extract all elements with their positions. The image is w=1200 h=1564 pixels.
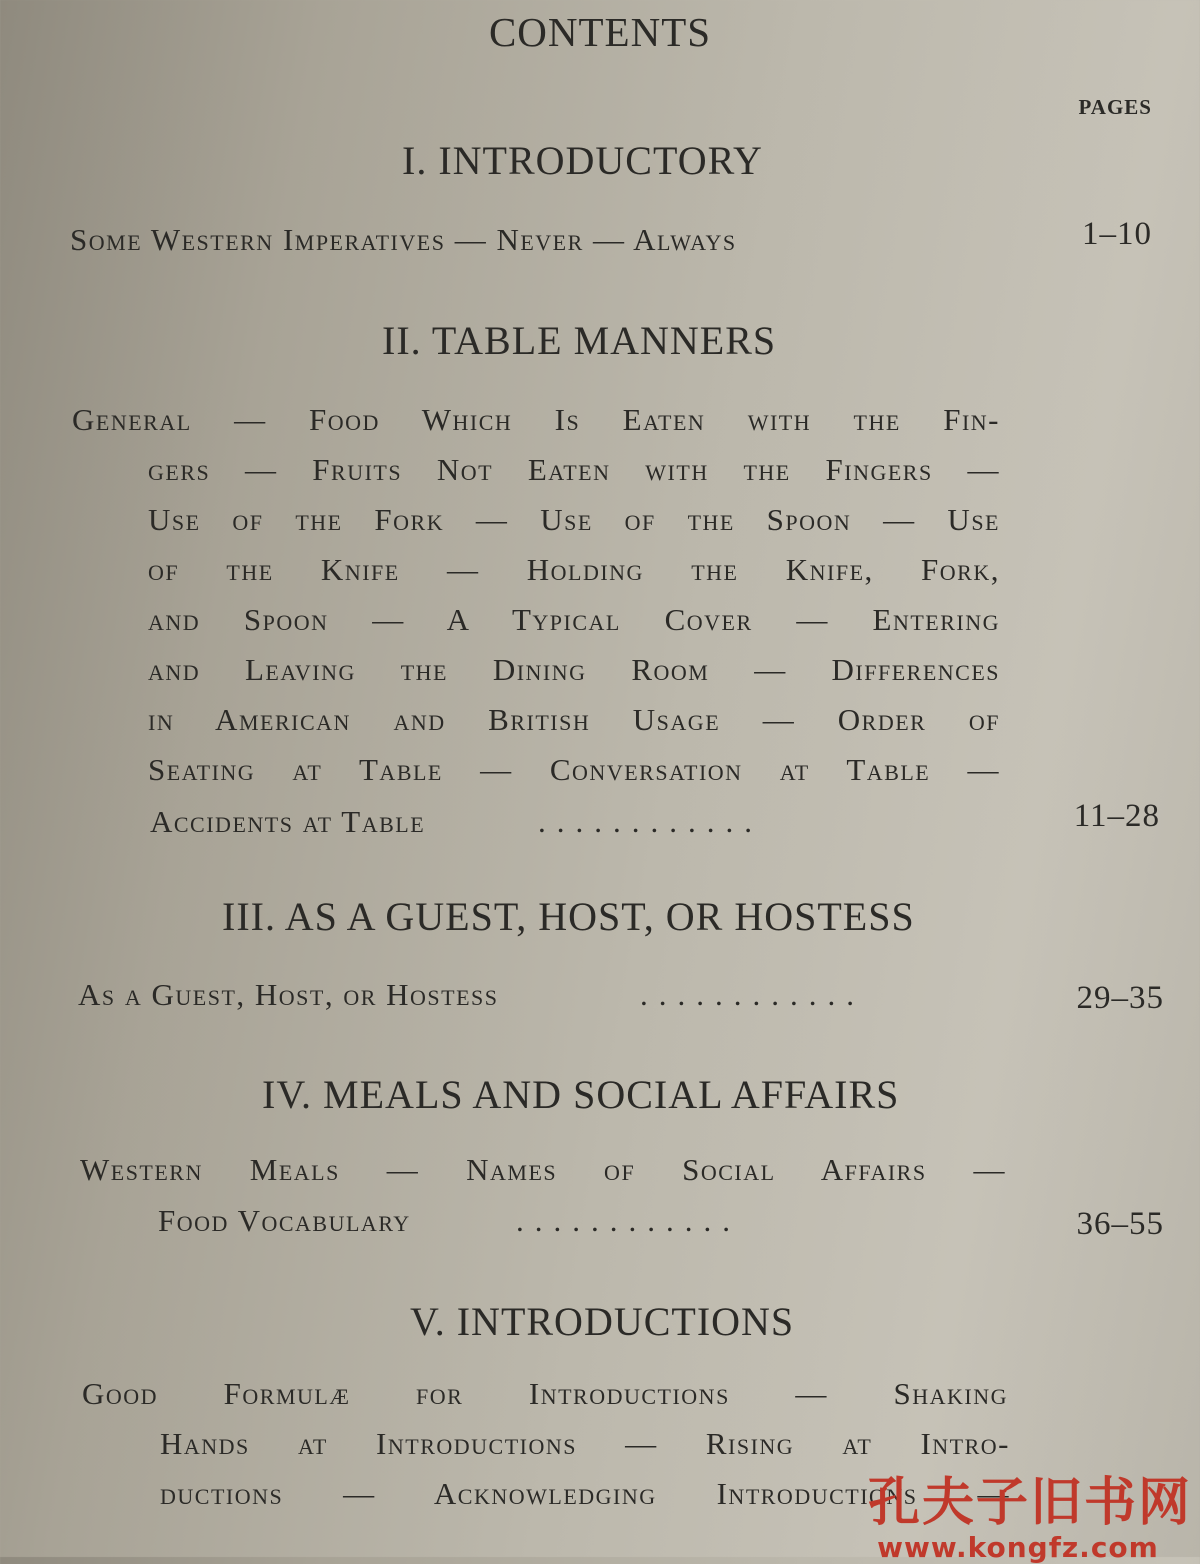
toc-entry-line: General — Food Which Is Eaten with the Fin-	[72, 402, 1000, 437]
chapter-heading-1: I. INTRODUCTORY	[402, 138, 763, 183]
chapter-heading-4: IV. MEALS AND SOCIAL AFFAIRS	[262, 1072, 900, 1117]
chapter-heading-2: II. TABLE MANNERS	[382, 318, 777, 363]
toc-entry-line: Good Formulæ for Introductions — Shaking	[82, 1376, 1008, 1411]
page-range: 1–10	[1082, 216, 1152, 252]
toc-entry-line: Some Western Imperatives — Never — Always	[70, 222, 737, 257]
dot-leader: ............	[538, 804, 763, 839]
page-range: 29–35	[1076, 980, 1164, 1016]
page-title: CONTENTS	[488, 9, 712, 55]
toc-entry-line: of the Knife — Holding the Knife, Fork,	[148, 552, 1000, 587]
toc-entry-line: Hands at Introductions — Rising at Intro-	[160, 1426, 1010, 1461]
page-range: 36–55	[1076, 1206, 1164, 1242]
page-range: 11–28	[1073, 798, 1160, 834]
pages-column-label: PAGES	[1078, 95, 1152, 119]
dot-leader: ............	[516, 1203, 741, 1238]
toc-entry-line: Accidents at Table	[150, 804, 426, 839]
toc-entry-line: Seating at Table — Conversation at Table —	[148, 752, 1000, 787]
toc-entry-line: Food Vocabulary	[158, 1203, 411, 1238]
watermark	[868, 1473, 1193, 1564]
toc-entry-line: Western Meals — Names of Social Affairs —	[80, 1152, 1006, 1187]
toc-entry-line: As a Guest, Host, or Hostess	[78, 977, 499, 1012]
chapter-heading-5: V. INTRODUCTIONS	[410, 1299, 795, 1344]
toc-entry-line: gers — Fruits Not Eaten with the Fingers —	[148, 452, 1000, 487]
toc-entry-line: and Spoon — A Typical Cover — Entering	[148, 602, 1000, 637]
watermark-logo: 孔夫子旧书网	[868, 1473, 1193, 1533]
watermark-url: www.kongfz.com	[877, 1531, 1159, 1564]
toc-entry-line: in American and British Usage — Order of	[148, 702, 1000, 737]
toc-entry-line: ductions — Acknowledging Introductions —	[160, 1476, 1010, 1511]
chapter-heading-3: III. AS A GUEST, HOST, OR HOSTESS	[222, 894, 915, 939]
toc-entry-line: and Leaving the Dining Room — Differences	[148, 652, 1000, 687]
toc-entry-line: Use of the Fork — Use of the Spoon — Use	[148, 502, 1000, 537]
dot-leader: ............	[640, 977, 865, 1012]
